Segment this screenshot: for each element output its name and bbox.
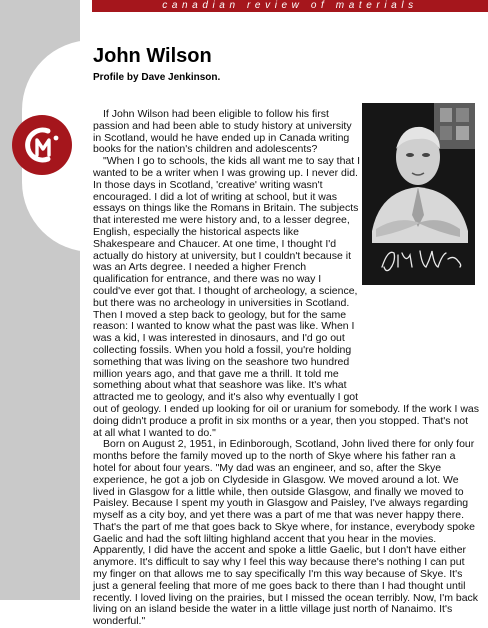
cm-logo-glyph [18, 121, 66, 169]
page-title: John Wilson [93, 45, 212, 67]
left-sidebar [0, 0, 80, 600]
article-paragraph-3: Born on August 2, 1951, in Edinborough, Scotland, John lived there for only four months before the family moved up to the north of Skye where his father ran a hotel for about four years. "My dad was an engineer, and so, after the Skye experience, he got a job on Clydeside in Glasgow. We moved around a lot. We lived in Glasgow for a little while, then outside Glasgow, and finally we moved to Paisley. Because I spent my youth in Glasgow and Paisley, I've always regarding myself as a city boy, and yet there was a part of me that was never happy there. That's the part of me that goes back to Skye where, for instance, everybody spoke Gaelic and had the soft lilting highland accent that you hear in the movies. Apparently, I did have the accent and spoke a little Gaelic, but I don't have either anymore. It's difficult to say why I feel this way because there's nothing I can put my finger on that allows me to say specifically I'm this way because of Skye. It's just a general feeling that more of me goes back to there than I had thought until recently. I loved living on the prairies, but I missed the ocean terribly. Now, I'm back living on an island beside the water in a little village just north of Nanaimo. It's wonderful." [93, 438, 479, 628]
byline: Profile by Dave Jenkinson. [93, 72, 221, 83]
site-banner: canadian review of materials [92, 0, 488, 12]
photo-wrap-spacer [361, 109, 479, 401]
cm-logo-icon[interactable] [12, 115, 72, 175]
article-body [93, 109, 479, 628]
article-paragraph-1: If John Wilson had been eligible to follow his first passion and had been able to study history at university in Scotland, would he have ended up in Canada writing books for the nation's children and adolescents? [93, 108, 352, 156]
article-paragraph-2: "When I go to schools, the kids all want me to say that I wanted to be a writer when I was growing up. I never did. In those days in Scotland, 'creative' writing wasn't encouraged. I did a lot of writing at school, but it was essays on things like the Romans in Britain. The subjects that interested me were history and, to a lesser degree, English, especially the historical aspects like Shakespeare and Chaucer. At one time, I thought I'd actually do history at university, but I couldn't because it was an Arts degree. I needed a higher French qualification for entrance, and there was no way I could've ever got that. I thought of archeology, a science, but there was no archeology in universities in Scotland. Then I moved a step back to geology, but for the same reason: I wanted to know what the past was like. When I was a kid, I was interested in dinosaurs, and I'd go out collecting fossils. When you hold a fossil, you're holding something that was living on the seashore two hundred million years ago, and that gave me a thrill. It told me something about what that seashore was like. It's what attracted me to geology, and it's also why eventually I got out of geology. I ended up looking for oil or uranium for somebody. If the work I was doing didn't produce a profit in six months or a year, then you stopped. That's not at all what I wanted to do." [93, 155, 479, 439]
